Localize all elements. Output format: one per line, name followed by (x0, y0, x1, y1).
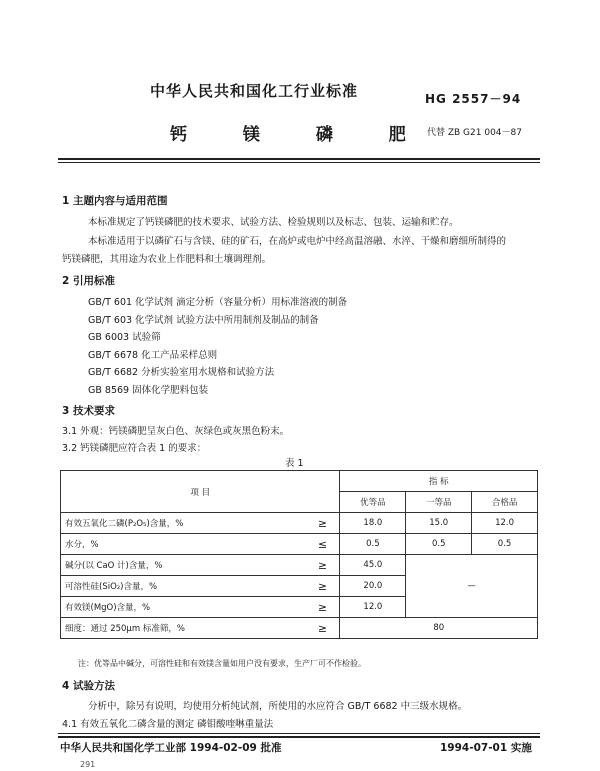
reference-item: GB 6003 试验筛 (88, 332, 161, 343)
reference-item: GB/T 603 化学试剂 试验方法中所用制剂及制品的制备 (88, 315, 319, 326)
table-row (61, 555, 538, 576)
header-rule-thick (58, 158, 540, 160)
table-row (61, 618, 538, 639)
row-value: 12.0 (340, 597, 406, 618)
row-item: 碱分(以 CaO 计)含量，% (61, 555, 306, 576)
row-item: 有效五氧化二磷(P₂O₅)含量，% (61, 513, 306, 534)
issuing-organization: 中华人民共和国化工行业标准 (150, 82, 359, 100)
row-value: 20.0 (340, 576, 406, 597)
row-value: 18.0 (340, 513, 406, 534)
row-operator: ≥ (305, 555, 340, 576)
row-operator: ≥ (305, 513, 340, 534)
section-3-heading: 3 技术要求 (62, 405, 115, 417)
section-1-para-1: 本标准规定了钙镁磷肥的技术要求、试验方法、检验规则以及标志、包装、运输和贮存。 (88, 217, 459, 228)
requirements-table (60, 470, 538, 639)
clause-3-1: 3.1 外观：钙镁磷肥呈灰白色、灰绿色或灰黑色粉末。 (62, 426, 290, 437)
section-1-heading: 1 主题内容与适用范围 (62, 195, 168, 207)
section-1-para-2: 本标准适用于以磷矿石与含镁、硅的矿石，在高炉或电炉中经高温溶融、水淬、干燥和磨细所制得的 (88, 236, 507, 247)
table-row (61, 534, 538, 555)
table-note: 注：优等品中碱分，可溶性硅和有效镁含量如用户没有要求，生产厂可不作检验。 (78, 659, 366, 668)
row-value: 12.0 (472, 513, 538, 534)
reference-item: GB 8569 固体化学肥料包装 (88, 385, 209, 396)
row-value: 0.5 (472, 534, 538, 555)
table-caption: 表 1 (285, 458, 304, 469)
clause-3-2: 3.2 钙镁磷肥应符合表 1 的要求： (62, 443, 207, 454)
header-rule-thin (58, 162, 540, 163)
clause-4-1: 4.1 有效五氧化二磷含量的测定 磷钼酸喹啉重量法 (62, 719, 274, 730)
row-value-merged: — (406, 555, 538, 618)
section-1-para-2-cont: 钙镁磷肥，其用途为农业上作肥料和土壤调理剂。 (62, 254, 272, 265)
section-4-heading: 4 试验方法 (62, 680, 115, 692)
row-item: 水分，% (61, 534, 306, 555)
reference-item: GB/T 601 化学试剂 滴定分析（容量分析）用标准溶液的制备 (88, 297, 348, 308)
row-operator: ≥ (305, 618, 340, 639)
row-operator: ≥ (305, 576, 340, 597)
table-header-item: 项 目 (61, 471, 340, 513)
section-4-para: 分析中，除另有说明，均使用分析纯试剂，所使用的水应符合 GB/T 6682 中三级水规格。 (88, 701, 468, 712)
footer-rule-thin (58, 733, 540, 734)
reference-item: GB/T 6678 化工产品采样总则 (88, 350, 218, 361)
row-value-merged: 80 (340, 618, 538, 639)
row-value: 0.5 (340, 534, 406, 555)
row-item: 可溶性硅(SiO₂)含量，% (61, 576, 306, 597)
document-title: 钙 镁 磷 肥 (170, 125, 431, 145)
standard-number: HG 2557－94 (425, 92, 522, 106)
row-value: 15.0 (406, 513, 472, 534)
row-value: 0.5 (406, 534, 472, 555)
grade-header: 优等品 (340, 492, 406, 513)
section-2-heading: 2 引用标准 (62, 275, 115, 287)
page-number: 291 (80, 760, 96, 769)
replaces-standard: 代替 ZB G21 004－87 (427, 128, 522, 138)
row-item: 细度：通过 250μm 标准筛，% (61, 618, 306, 639)
row-value: 45.0 (340, 555, 406, 576)
approval-line: 中华人民共和国化学工业部 1994-02-09 批准 (60, 742, 282, 754)
table-row (61, 513, 538, 534)
row-operator: ≥ (305, 597, 340, 618)
grade-header: 合格品 (472, 492, 538, 513)
row-operator: ≤ (305, 534, 340, 555)
reference-item: GB/T 6682 分析实验室用水规格和试验方法 (88, 367, 275, 378)
implementation-date: 1994-07-01 实施 (440, 742, 532, 754)
grade-header: 一等品 (406, 492, 472, 513)
row-item: 有效镁(MgO)含量，% (61, 597, 306, 618)
footer-rule-thick (58, 736, 540, 738)
table-header-index: 指 标 (340, 471, 538, 492)
